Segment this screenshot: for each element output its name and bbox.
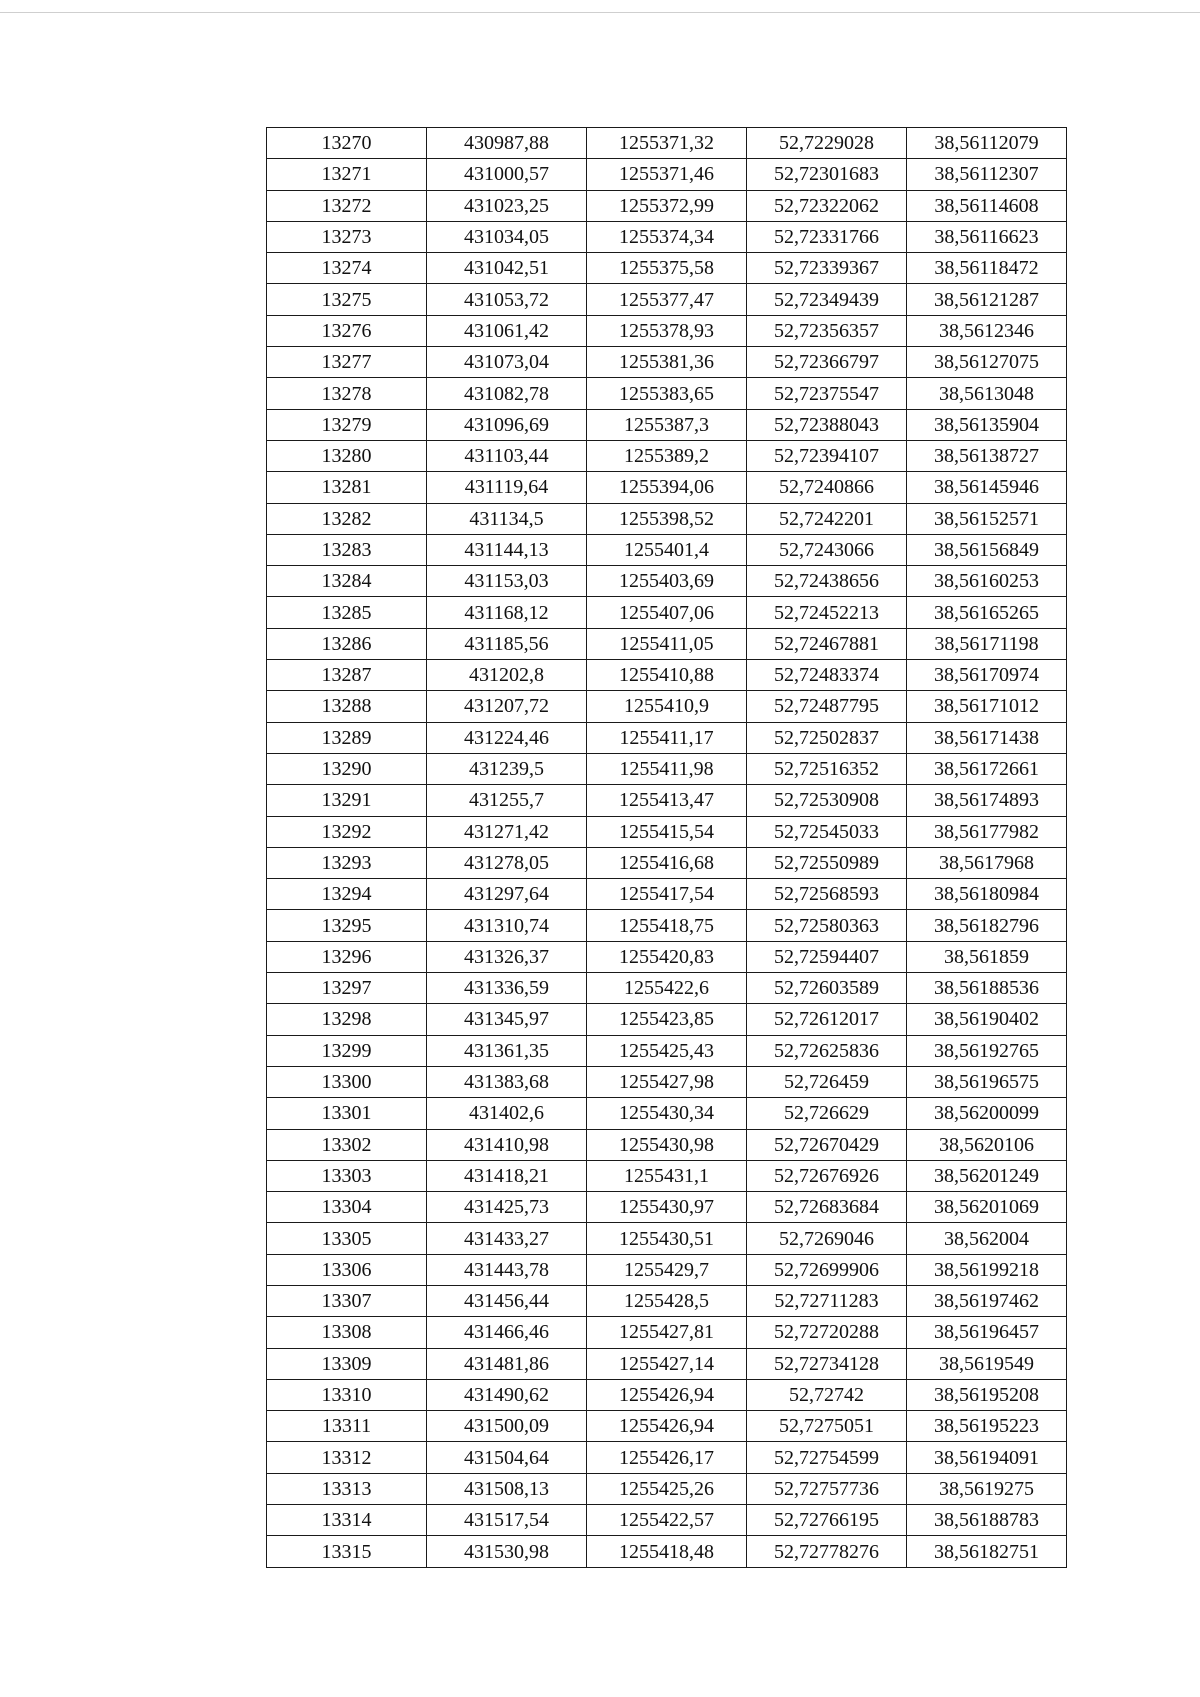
longitude-cell: 38,56174893	[907, 785, 1067, 816]
latitude-cell: 52,72720288	[747, 1317, 907, 1348]
x-coordinate-cell: 431530,98	[427, 1536, 587, 1567]
point-number-cell: 13271	[267, 159, 427, 190]
coordinates-table	[266, 127, 1067, 1568]
y-coordinate-cell: 1255425,26	[587, 1473, 747, 1504]
table-row	[267, 566, 1067, 597]
y-coordinate-cell: 1255420,83	[587, 941, 747, 972]
x-coordinate-cell: 431271,42	[427, 816, 587, 847]
x-coordinate-cell: 431508,13	[427, 1473, 587, 1504]
y-coordinate-cell: 1255430,97	[587, 1192, 747, 1223]
latitude-cell: 52,72594407	[747, 941, 907, 972]
latitude-cell: 52,7275051	[747, 1411, 907, 1442]
x-coordinate-cell: 431082,78	[427, 378, 587, 409]
x-coordinate-cell: 431383,68	[427, 1066, 587, 1097]
table-row	[267, 1379, 1067, 1410]
x-coordinate-cell: 431119,64	[427, 472, 587, 503]
y-coordinate-cell: 1255422,57	[587, 1505, 747, 1536]
x-coordinate-cell: 431224,46	[427, 722, 587, 753]
point-number-cell: 13313	[267, 1473, 427, 1504]
table-row	[267, 1035, 1067, 1066]
table-row	[267, 1348, 1067, 1379]
table-row	[267, 628, 1067, 659]
point-number-cell: 13295	[267, 910, 427, 941]
point-number-cell: 13303	[267, 1160, 427, 1191]
point-number-cell: 13291	[267, 785, 427, 816]
point-number-cell: 13304	[267, 1192, 427, 1223]
latitude-cell: 52,72516352	[747, 753, 907, 784]
table-row	[267, 973, 1067, 1004]
y-coordinate-cell: 1255377,47	[587, 284, 747, 315]
point-number-cell: 13300	[267, 1066, 427, 1097]
longitude-cell: 38,56200099	[907, 1098, 1067, 1129]
y-coordinate-cell: 1255403,69	[587, 566, 747, 597]
latitude-cell: 52,72603589	[747, 973, 907, 1004]
x-coordinate-cell: 431207,72	[427, 691, 587, 722]
longitude-cell: 38,56112079	[907, 128, 1067, 159]
table-row	[267, 128, 1067, 159]
point-number-cell: 13312	[267, 1442, 427, 1473]
point-number-cell: 13311	[267, 1411, 427, 1442]
point-number-cell: 13290	[267, 753, 427, 784]
point-number-cell: 13285	[267, 597, 427, 628]
point-number-cell: 13284	[267, 566, 427, 597]
y-coordinate-cell: 1255429,7	[587, 1254, 747, 1285]
x-coordinate-cell: 431185,56	[427, 628, 587, 659]
x-coordinate-cell: 431345,97	[427, 1004, 587, 1035]
latitude-cell: 52,72483374	[747, 660, 907, 691]
point-number-cell: 13301	[267, 1098, 427, 1129]
y-coordinate-cell: 1255423,85	[587, 1004, 747, 1035]
x-coordinate-cell: 431023,25	[427, 190, 587, 221]
y-coordinate-cell: 1255378,93	[587, 315, 747, 346]
point-number-cell: 13273	[267, 221, 427, 252]
latitude-cell: 52,7229028	[747, 128, 907, 159]
x-coordinate-cell: 431443,78	[427, 1254, 587, 1285]
table-row	[267, 472, 1067, 503]
x-coordinate-cell: 431297,64	[427, 879, 587, 910]
latitude-cell: 52,72754599	[747, 1442, 907, 1473]
latitude-cell: 52,72438656	[747, 566, 907, 597]
point-number-cell: 13288	[267, 691, 427, 722]
longitude-cell: 38,56188536	[907, 973, 1067, 1004]
longitude-cell: 38,56171438	[907, 722, 1067, 753]
point-number-cell: 13307	[267, 1285, 427, 1316]
longitude-cell: 38,56194091	[907, 1442, 1067, 1473]
latitude-cell: 52,72711283	[747, 1285, 907, 1316]
latitude-cell: 52,72683684	[747, 1192, 907, 1223]
x-coordinate-cell: 431425,73	[427, 1192, 587, 1223]
table-row	[267, 1442, 1067, 1473]
latitude-cell: 52,72676926	[747, 1160, 907, 1191]
longitude-cell: 38,56121287	[907, 284, 1067, 315]
longitude-cell: 38,561859	[907, 941, 1067, 972]
latitude-cell: 52,7243066	[747, 534, 907, 565]
point-number-cell: 13281	[267, 472, 427, 503]
x-coordinate-cell: 431418,21	[427, 1160, 587, 1191]
point-number-cell: 13293	[267, 847, 427, 878]
y-coordinate-cell: 1255430,98	[587, 1129, 747, 1160]
point-number-cell: 13287	[267, 660, 427, 691]
table-row	[267, 1160, 1067, 1191]
scan-edge-line	[0, 12, 1200, 13]
x-coordinate-cell: 431481,86	[427, 1348, 587, 1379]
latitude-cell: 52,72339367	[747, 253, 907, 284]
table-row	[267, 1254, 1067, 1285]
x-coordinate-cell: 431042,51	[427, 253, 587, 284]
y-coordinate-cell: 1255416,68	[587, 847, 747, 878]
table-row	[267, 284, 1067, 315]
latitude-cell: 52,72545033	[747, 816, 907, 847]
longitude-cell: 38,5619275	[907, 1473, 1067, 1504]
longitude-cell: 38,56199218	[907, 1254, 1067, 1285]
longitude-cell: 38,56171012	[907, 691, 1067, 722]
point-number-cell: 13305	[267, 1223, 427, 1254]
point-number-cell: 13299	[267, 1035, 427, 1066]
table-row	[267, 1536, 1067, 1567]
longitude-cell: 38,56196575	[907, 1066, 1067, 1097]
latitude-cell: 52,72757736	[747, 1473, 907, 1504]
latitude-cell: 52,72331766	[747, 221, 907, 252]
table-row	[267, 1098, 1067, 1129]
x-coordinate-cell: 431073,04	[427, 347, 587, 378]
point-number-cell: 13315	[267, 1536, 427, 1567]
x-coordinate-cell: 431310,74	[427, 910, 587, 941]
latitude-cell: 52,72742	[747, 1379, 907, 1410]
x-coordinate-cell: 431134,5	[427, 503, 587, 534]
table-row	[267, 253, 1067, 284]
x-coordinate-cell: 430987,88	[427, 128, 587, 159]
latitude-cell: 52,7242201	[747, 503, 907, 534]
y-coordinate-cell: 1255418,75	[587, 910, 747, 941]
longitude-cell: 38,56195223	[907, 1411, 1067, 1442]
table-row	[267, 1285, 1067, 1316]
point-number-cell: 13302	[267, 1129, 427, 1160]
y-coordinate-cell: 1255389,2	[587, 440, 747, 471]
longitude-cell: 38,56114608	[907, 190, 1067, 221]
latitude-cell: 52,72550989	[747, 847, 907, 878]
table-row	[267, 597, 1067, 628]
table-row	[267, 879, 1067, 910]
x-coordinate-cell: 431490,62	[427, 1379, 587, 1410]
longitude-cell: 38,56182796	[907, 910, 1067, 941]
latitude-cell: 52,72625836	[747, 1035, 907, 1066]
longitude-cell: 38,56195208	[907, 1379, 1067, 1410]
point-number-cell: 13298	[267, 1004, 427, 1035]
longitude-cell: 38,5612346	[907, 315, 1067, 346]
x-coordinate-cell: 431504,64	[427, 1442, 587, 1473]
y-coordinate-cell: 1255381,36	[587, 347, 747, 378]
y-coordinate-cell: 1255375,58	[587, 253, 747, 284]
table-row	[267, 1192, 1067, 1223]
table-row	[267, 534, 1067, 565]
y-coordinate-cell: 1255410,88	[587, 660, 747, 691]
latitude-cell: 52,7269046	[747, 1223, 907, 1254]
x-coordinate-cell: 431096,69	[427, 409, 587, 440]
longitude-cell: 38,56201069	[907, 1192, 1067, 1223]
point-number-cell: 13294	[267, 879, 427, 910]
table-row	[267, 378, 1067, 409]
table-row	[267, 1473, 1067, 1504]
y-coordinate-cell: 1255426,17	[587, 1442, 747, 1473]
longitude-cell: 38,56127075	[907, 347, 1067, 378]
table-row	[267, 847, 1067, 878]
x-coordinate-cell: 431433,27	[427, 1223, 587, 1254]
latitude-cell: 52,72349439	[747, 284, 907, 315]
point-number-cell: 13276	[267, 315, 427, 346]
longitude-cell: 38,56201249	[907, 1160, 1067, 1191]
latitude-cell: 52,72502837	[747, 722, 907, 753]
point-number-cell: 13275	[267, 284, 427, 315]
table-row	[267, 1411, 1067, 1442]
longitude-cell: 38,56190402	[907, 1004, 1067, 1035]
table-row	[267, 910, 1067, 941]
longitude-cell: 38,56135904	[907, 409, 1067, 440]
point-number-cell: 13277	[267, 347, 427, 378]
latitude-cell: 52,72301683	[747, 159, 907, 190]
y-coordinate-cell: 1255394,06	[587, 472, 747, 503]
table-row	[267, 1066, 1067, 1097]
x-coordinate-cell: 431402,6	[427, 1098, 587, 1129]
y-coordinate-cell: 1255426,94	[587, 1411, 747, 1442]
y-coordinate-cell: 1255383,65	[587, 378, 747, 409]
y-coordinate-cell: 1255413,47	[587, 785, 747, 816]
table-row	[267, 159, 1067, 190]
y-coordinate-cell: 1255411,05	[587, 628, 747, 659]
point-number-cell: 13292	[267, 816, 427, 847]
longitude-cell: 38,562004	[907, 1223, 1067, 1254]
table-row	[267, 753, 1067, 784]
point-number-cell: 13289	[267, 722, 427, 753]
table-row	[267, 1317, 1067, 1348]
latitude-cell: 52,726629	[747, 1098, 907, 1129]
latitude-cell: 52,72612017	[747, 1004, 907, 1035]
point-number-cell: 13314	[267, 1505, 427, 1536]
latitude-cell: 52,72778276	[747, 1536, 907, 1567]
latitude-cell: 52,72580363	[747, 910, 907, 941]
table-row	[267, 221, 1067, 252]
y-coordinate-cell: 1255374,34	[587, 221, 747, 252]
x-coordinate-cell: 431034,05	[427, 221, 587, 252]
latitude-cell: 52,72366797	[747, 347, 907, 378]
y-coordinate-cell: 1255410,9	[587, 691, 747, 722]
y-coordinate-cell: 1255426,94	[587, 1379, 747, 1410]
longitude-cell: 38,5613048	[907, 378, 1067, 409]
x-coordinate-cell: 431278,05	[427, 847, 587, 878]
y-coordinate-cell: 1255427,14	[587, 1348, 747, 1379]
latitude-cell: 52,72568593	[747, 879, 907, 910]
point-number-cell: 13309	[267, 1348, 427, 1379]
table-row	[267, 816, 1067, 847]
longitude-cell: 38,56165265	[907, 597, 1067, 628]
y-coordinate-cell: 1255427,98	[587, 1066, 747, 1097]
coordinates-table-body	[267, 128, 1067, 1568]
longitude-cell: 38,56138727	[907, 440, 1067, 471]
point-number-cell: 13280	[267, 440, 427, 471]
latitude-cell: 52,726459	[747, 1066, 907, 1097]
table-row	[267, 1505, 1067, 1536]
x-coordinate-cell: 431061,42	[427, 315, 587, 346]
latitude-cell: 52,72530908	[747, 785, 907, 816]
y-coordinate-cell: 1255398,52	[587, 503, 747, 534]
y-coordinate-cell: 1255422,6	[587, 973, 747, 1004]
table-row	[267, 315, 1067, 346]
longitude-cell: 38,56188783	[907, 1505, 1067, 1536]
table-row	[267, 722, 1067, 753]
latitude-cell: 52,72766195	[747, 1505, 907, 1536]
longitude-cell: 38,56112307	[907, 159, 1067, 190]
latitude-cell: 52,72734128	[747, 1348, 907, 1379]
x-coordinate-cell: 431326,37	[427, 941, 587, 972]
table-row	[267, 691, 1067, 722]
y-coordinate-cell: 1255430,34	[587, 1098, 747, 1129]
table-row	[267, 1223, 1067, 1254]
longitude-cell: 38,56160253	[907, 566, 1067, 597]
x-coordinate-cell: 431103,44	[427, 440, 587, 471]
point-number-cell: 13283	[267, 534, 427, 565]
point-number-cell: 13296	[267, 941, 427, 972]
point-number-cell: 13270	[267, 128, 427, 159]
latitude-cell: 52,7240866	[747, 472, 907, 503]
y-coordinate-cell: 1255407,06	[587, 597, 747, 628]
x-coordinate-cell: 431456,44	[427, 1285, 587, 1316]
y-coordinate-cell: 1255411,17	[587, 722, 747, 753]
table-row	[267, 660, 1067, 691]
longitude-cell: 38,56156849	[907, 534, 1067, 565]
x-coordinate-cell: 431517,54	[427, 1505, 587, 1536]
y-coordinate-cell: 1255425,43	[587, 1035, 747, 1066]
latitude-cell: 52,72322062	[747, 190, 907, 221]
y-coordinate-cell: 1255427,81	[587, 1317, 747, 1348]
table-row	[267, 1004, 1067, 1035]
y-coordinate-cell: 1255372,99	[587, 190, 747, 221]
y-coordinate-cell: 1255428,5	[587, 1285, 747, 1316]
latitude-cell: 52,72388043	[747, 409, 907, 440]
table-row	[267, 503, 1067, 534]
point-number-cell: 13278	[267, 378, 427, 409]
x-coordinate-cell: 431255,7	[427, 785, 587, 816]
latitude-cell: 52,72467881	[747, 628, 907, 659]
x-coordinate-cell: 431466,46	[427, 1317, 587, 1348]
longitude-cell: 38,56197462	[907, 1285, 1067, 1316]
longitude-cell: 38,5617968	[907, 847, 1067, 878]
y-coordinate-cell: 1255371,46	[587, 159, 747, 190]
point-number-cell: 13282	[267, 503, 427, 534]
latitude-cell: 52,72394107	[747, 440, 907, 471]
x-coordinate-cell: 431361,35	[427, 1035, 587, 1066]
point-number-cell: 13286	[267, 628, 427, 659]
x-coordinate-cell: 431202,8	[427, 660, 587, 691]
table-row	[267, 440, 1067, 471]
longitude-cell: 38,56170974	[907, 660, 1067, 691]
y-coordinate-cell: 1255415,54	[587, 816, 747, 847]
y-coordinate-cell: 1255387,3	[587, 409, 747, 440]
latitude-cell: 52,72452213	[747, 597, 907, 628]
table-row	[267, 785, 1067, 816]
y-coordinate-cell: 1255401,4	[587, 534, 747, 565]
longitude-cell: 38,5620106	[907, 1129, 1067, 1160]
longitude-cell: 38,56180984	[907, 879, 1067, 910]
table-row	[267, 190, 1067, 221]
y-coordinate-cell: 1255430,51	[587, 1223, 747, 1254]
point-number-cell: 13274	[267, 253, 427, 284]
x-coordinate-cell: 431153,03	[427, 566, 587, 597]
longitude-cell: 38,56118472	[907, 253, 1067, 284]
longitude-cell: 38,56152571	[907, 503, 1067, 534]
x-coordinate-cell: 431336,59	[427, 973, 587, 1004]
point-number-cell: 13297	[267, 973, 427, 1004]
y-coordinate-cell: 1255417,54	[587, 879, 747, 910]
longitude-cell: 38,56116623	[907, 221, 1067, 252]
coordinates-table-container	[266, 127, 1067, 1568]
latitude-cell: 52,72699906	[747, 1254, 907, 1285]
table-row	[267, 1129, 1067, 1160]
longitude-cell: 38,56172661	[907, 753, 1067, 784]
y-coordinate-cell: 1255411,98	[587, 753, 747, 784]
latitude-cell: 52,72375547	[747, 378, 907, 409]
point-number-cell: 13279	[267, 409, 427, 440]
latitude-cell: 52,72670429	[747, 1129, 907, 1160]
y-coordinate-cell: 1255371,32	[587, 128, 747, 159]
table-row	[267, 347, 1067, 378]
latitude-cell: 52,72487795	[747, 691, 907, 722]
longitude-cell: 38,5619549	[907, 1348, 1067, 1379]
y-coordinate-cell: 1255418,48	[587, 1536, 747, 1567]
x-coordinate-cell: 431168,12	[427, 597, 587, 628]
longitude-cell: 38,56177982	[907, 816, 1067, 847]
x-coordinate-cell: 431144,13	[427, 534, 587, 565]
longitude-cell: 38,56196457	[907, 1317, 1067, 1348]
table-row	[267, 941, 1067, 972]
point-number-cell: 13310	[267, 1379, 427, 1410]
longitude-cell: 38,56145946	[907, 472, 1067, 503]
longitude-cell: 38,56182751	[907, 1536, 1067, 1567]
x-coordinate-cell: 431000,57	[427, 159, 587, 190]
table-row	[267, 409, 1067, 440]
x-coordinate-cell: 431410,98	[427, 1129, 587, 1160]
x-coordinate-cell: 431500,09	[427, 1411, 587, 1442]
longitude-cell: 38,56171198	[907, 628, 1067, 659]
latitude-cell: 52,72356357	[747, 315, 907, 346]
x-coordinate-cell: 431053,72	[427, 284, 587, 315]
point-number-cell: 13308	[267, 1317, 427, 1348]
x-coordinate-cell: 431239,5	[427, 753, 587, 784]
point-number-cell: 13306	[267, 1254, 427, 1285]
point-number-cell: 13272	[267, 190, 427, 221]
longitude-cell: 38,56192765	[907, 1035, 1067, 1066]
y-coordinate-cell: 1255431,1	[587, 1160, 747, 1191]
